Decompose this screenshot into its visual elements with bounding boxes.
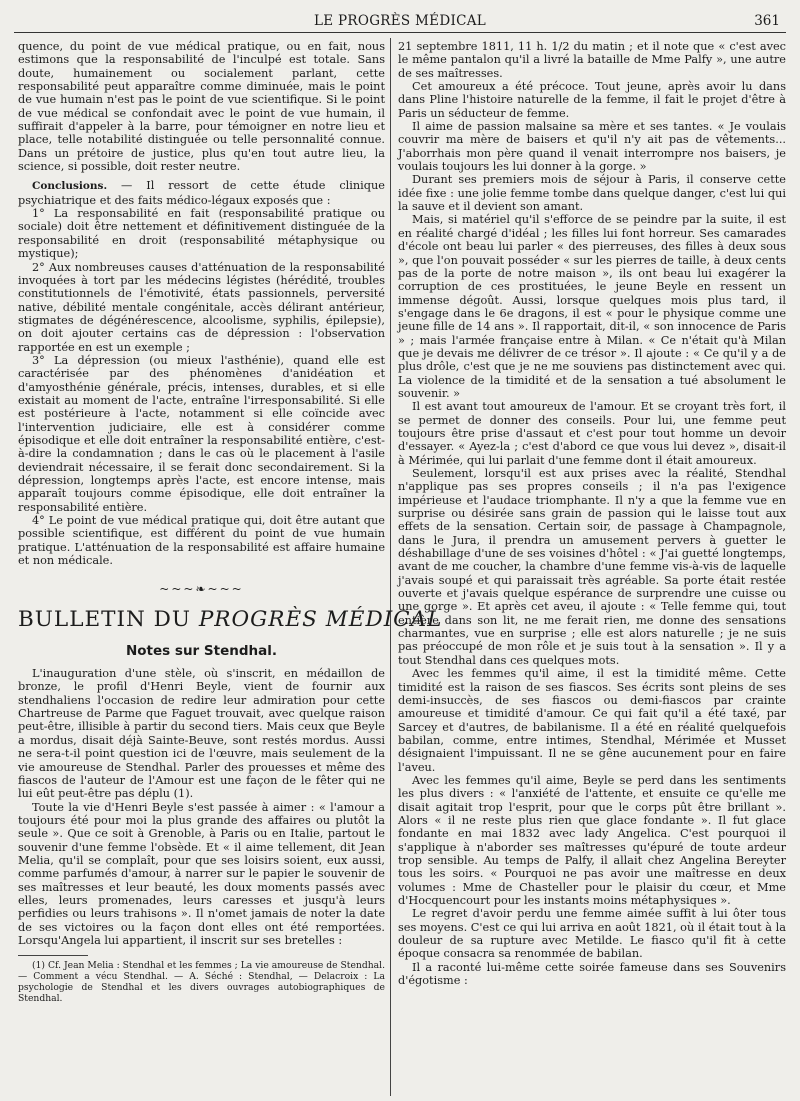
paragraph: Toute la vie d'Henri Beyle s'est passée à aimer : « l'amour a toujours été pour moi la plus grande des affaires ou plutôt la seule ». Que ce soit à Grenoble, à Paris ou en Italie, partout le souvenir d'une femme l'obsède. Et « il aime tellement, dit Jean Melia, qu'il se complaît, pour que ses loisirs soient, eux aussi, comme parfumés d'amour, à narrer sur le papier le souvenir de ses maîtresses et leur beauté, les doux moments passés avec elles, leurs promenades, leurs caresses et jusqu'à leurs perfidies ou leurs trahisons ». Il n'omet jamais de noter la date de ses victoires ou la façon dont elles ont été remportées. Lorsqu'Angela lui appartient, il inscrit sur ses bretelles : — [18, 800, 385, 947]
paragraph: Seulement, lorsqu'il est aux prises avec la réalité, Stendhal n'applique pas ses propres conseils ; il n'a pas l'exigence impérieuse et l'audace triomphante. Il n'y a que la femme vue en surprise ou désirée sans grain de passion qui le laisse tout aux effets de la sensation. Certain soir, de passage à Champagnole, dans le Jura, il prendra un amusement pervers à guetter le déshabillage d'une de ses voisines d'hôtel : « J'ai guetté longtemps, avant de me coucher, la chambre d'une femme vis-à-vis de laquelle j'avais soupé et qui paraissait très agréable. Sa porte était restée ouverte et j'avais quelque espérance de surprendre une cuisse ou une gorge ». Et après cet aveu, il ajoute : « Telle femme qui, tout entière dans son lit, ne me ferait rien, me donne des sensations charmantes, vue en surprise ; elle est alors naturelle ; je ne suis pas préoccupé de mon rôle et je suis tout à la sensation ». Il y a tout Stendhal dans ces quelques mots. — [398, 467, 786, 667]
footnote: (1) Cf. Jean Melia : Stendhal et les femmes ; La vie amoureuse de Stendhal. — Comment a vécu Stendhal. — A. Séché : Stendhal, — Delacroix : La psychologie de Stendhal et les divers ouvrages autobiographiques de Stendhal. — [18, 960, 385, 1005]
footnote-rule — [18, 955, 88, 956]
conclusions-label: Conclusions. — [32, 180, 108, 193]
conclusions-text: — Il ressort de cette étude clinique psychiatrique et des faits médico-légaux exposés que : — [18, 179, 385, 207]
paragraph: quence, du point de vue médical pratique, ou en fait, nous estimons que la responsabilité de l'inculpé est totale. Sans doute, humainement ou socialement parlant, cette responsabilité peut apparaître comme diminuée, mais le point de vue humain n'est pas le point de vue scientifique. Si le point de vue médical se confondait avec le point de vue humain, il suffirait d'appeler à la barre, pour témoigner en notre lieu et place, telle notabilité distinguée ou telle personnalité connue. Dans un prétoire de justice, plus qu'en tout autre lieu, la science, si possible, doit rester neutre. — [18, 40, 385, 174]
conclusion-point-1: 1° La responsabilité en fait (responsabilité pratique ou sociale) doit être nettement et définitivement distinguée de la responsabilité en droit (responsabilité métaphysique ou mystique); — [18, 207, 385, 261]
paragraph: Durant ses premiers mois de séjour à Paris, il conserve cette idée fixe : une jolie femme tombe dans quelque danger, c'est lui qui la sauve et il devient son amant. — [398, 173, 786, 214]
conclusion-point-2: 2° Aux nombreuses causes d'atténuation de la responsabilité invoquées à tort par les médecins légistes (hérédité, troubles constitutionnels de l'émotivité, états passionnels, perversité native, débilité mentale congénitale, accès délirant antérieur, stigmates de dégénérescence, alcoolisme, syphilis, épilepsie), on doit ajouter certains cas de dépression : l'observation rapportée en est un exemple ; — [18, 260, 385, 354]
paragraph: Il aime de passion malsaine sa mère et ses tantes. « Je voulais couvrir ma mère de baisers et qu'il n'y ait pas de vêtements... J'aborrhais mon père quand il venait interrompre nos baisers, je voulais toujours les lui donner à la gorge. » — [398, 120, 786, 174]
left-column — [18, 40, 443, 1005]
column-divider — [390, 38, 391, 1096]
paragraph: Il a raconté lui-même cette soirée fameuse dans ses Souvenirs d'égotisme : — [398, 960, 786, 988]
paragraph: Cet amoureux a été précoce. Tout jeune, après avoir lu dans dans Pline l'histoire naturelle de la femme, il fait le projet d'être à Paris un séducteur de femme. — [398, 80, 786, 120]
conclusions-paragraph — [18, 179, 385, 207]
conclusion-point-4: 4° Le point de vue médical pratique qui, doit être autant que possible scientifique, est différent du point de vue humain pratique. L'atténuation de la responsabilité est affaire humaine et non médicale. — [18, 514, 385, 568]
paragraph: Avec les femmes qu'il aime, Beyle se perd dans les sentiments les plus divers : « l'anxiété de l'attente, et ensuite ce qu'elle me disait agitait trop l'esprit, pour que le corps pût être brillant ». Alors « il ne reste plus rien que glace fondante ». Il fut glace fondante en mai 1832 avec lady Angelica. C'est pourquoi il s'applique à n'aborder ses maîtresses qu'épuré de toute ardeur trop sensible. Au temps de Palfy, il allait chez Angelina Bereyter tous les soirs. « Pourquoi ne pas avoir une maîtresse en deux volumes : Mme de Chasteller pour le plaisir du cœur, et Mme d'Hocquencourt pour les instants moins métaphysiques ». — [398, 773, 786, 907]
right-column — [398, 40, 786, 987]
section-heading-plain: BULLETIN DU — [18, 606, 199, 632]
running-header — [14, 10, 786, 33]
paragraph: Mais, si matériel qu'il s'efforce de se peindre par la suite, il est en réalité chargé d'idéal ; les filles lui font horreur. Ses camarades d'école ont beau lui parler « des pierreuses, des filles à deux sous », que l'on pouvait posséder « sur les pierres de taille, à deux cents pas de la porte de notre maison », ils ont beau lui exagérer la corruption de ces prostituées, le jeune Beyle en ressent un immense dégoût. Aussi, lorsque quelques mois plus tard, il s'engage dans le 6e dragons, il est « pour le physique comme une jeune fille de 14 ans ». Il rapportait, dit-il, « son innocence de Paris » ; mais l'armée française entre à Milan. « Ce n'était qu'à Milan que je devais me délivrer de ce trésor ». Il ajoute : « Ce qu'il y a de plus drôle, c'est que je ne me souviens pas distinctement avec qui. La violence de la timidité et de la sensation a tué absolument le souvenir. » — [398, 213, 786, 400]
page-number: 361 — [754, 13, 780, 29]
paragraph: Avec les femmes qu'il aime, il est la timidité même. Cette timidité est la raison de ses fiascos. Ses écrits sont pleins de ses demi-insuccès, de ses fiascos ou demi-fiascos par crainte amoureuse et timidité d'amour. Ce qui fait qu'il a été taxé, par Sarcey et d'autres, de babilanisme. Il a été en réalité quelquefois babilan, comme, entre intimes, Stendhal, Mérimée et Musset désignaient l'impuissant. Il ne se gêne aucunement pour en faire l'aveu. — [398, 667, 786, 774]
section-heading-italic: PROGRÈS MÉDICAL — [198, 606, 443, 632]
paragraph: Il est avant tout amoureux de l'amour. Et se croyant très fort, il se permet de donner des conseils. Pour lui, une femme peut toujours être prise d'assaut et c'est pour tout homme un devoir d'essayer. « Ayez-la ; c'est d'abord ce que vous lui devez », disait-il à Mérimée, qui lui parlait d'une femme dont il était amoureux. — [398, 400, 786, 467]
section-heading — [18, 606, 443, 633]
article-title: Notes sur Stendhal. — [125, 642, 277, 659]
paragraph: L'inauguration d'une stèle, où s'inscrit, en médaillon de bronze, le profil d'Henri Beyle, vient de fournir aux stendhaliens l'occasion de redire leur admiration pour cette Chartreuse de Parme que Faguet trouvait, avec quelque raison peut-être, illisible à partir du second tiers. Mais ceux que Beyle a mordus, disait déjà Sainte-Beuve, sont restés mordus. Aussi ne sera-t-il point question ici de l'œuvre, mais seulement de la vie amoureuse de Stendhal. Parler des prouesses et même des fiascos de l'auteur de l'Amour est une façon de le fêter qui ne lui eût peut-être pas déplu (1). — [18, 667, 385, 801]
section-ornament: ~~~❧~~~ — [159, 582, 244, 597]
journal-title: LE PROGRÈS MÉDICAL — [313, 13, 487, 29]
paragraph: Le regret d'avoir perdu une femme aimée suffit à lui ôter tous ses moyens. C'est ce qui lui arriva en août 1821, où il était tout à la douleur de sa rupture avec Metilde. Le fiasco qu'il fit à cette époque consacra sa renommée de babilan. — [398, 907, 786, 961]
paragraph: 21 septembre 1811, 11 h. 1/2 du matin ; et il note que « c'est avec le même pantalon qu'il a livré la bataille de Mme Palfy », une autre de ses maîtresses. — [398, 40, 786, 80]
conclusion-point-3: 3° La dépression (ou mieux l'asthénie), quand elle est caractérisée par des phénomènes d'anidéation et d'amyosthénie générale, précis, intenses, durables, et si elle existait au moment de l'acte, entraîne l'irresponsabilité. Si elle est postérieure à l'acte, notamment si elle coïncide avec l'intervention judiciaire, elle est à considérer comme épisodique et elle doit entraîner la responsabilité entière, c'est-à-dire la condamnation ; dans le cas où le placement à l'asile deviendrait nécessaire, il se ferait donc secondairement. Si la dépression, longtemps après l'acte, est encore intense, mais apparaît toujours comme épisodique, elle doit entraîner la responsabilité entière. — [18, 353, 385, 514]
